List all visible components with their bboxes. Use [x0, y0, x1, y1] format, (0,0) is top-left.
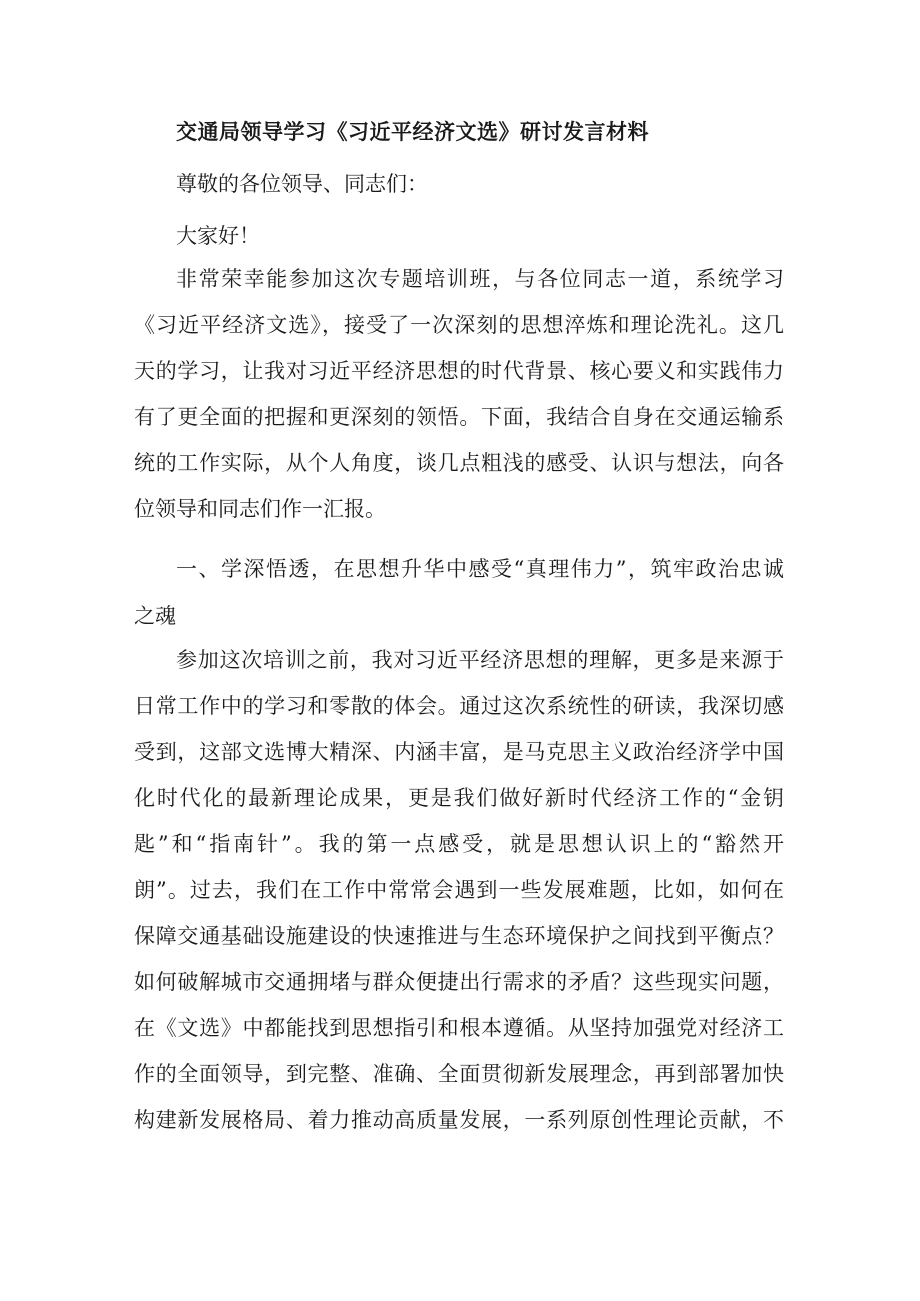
paragraph-line: 参加这次培训之前，我对习近平经济思想的理解，更多是来源于	[176, 648, 784, 672]
paragraph-line: 朗”。过去，我们在工作中常常会遇到一些发展难题，比如，如何在	[134, 878, 784, 902]
paragraph-line: 非常荣幸能参加这次专题培训班，与各位同志一道，系统学习	[176, 267, 784, 291]
paragraph-line: 日常工作中的学习和零散的体会。通过这次系统性的研读，我深切感	[134, 694, 784, 718]
paragraph-line: 如何破解城市交通拥堵与群众便捷出行需求的矛盾？这些现实问题，	[134, 970, 784, 994]
greeting: 大家好！	[176, 224, 260, 248]
paragraph-line: 匙”和“指南针”。我的第一点感受，就是思想认识上的“豁然开	[134, 832, 784, 856]
paragraph-line: 有了更全面的把握和更深刻的领悟。下面，我结合自身在交通运输系	[134, 405, 784, 429]
paragraph-line: 作的全面领导，到完整、准确、全面贯彻新发展理念，再到部署加快	[134, 1062, 784, 1086]
section-heading-line: 之魂	[134, 604, 176, 628]
salutation: 尊敬的各位领导、同志们：	[176, 172, 428, 196]
paragraph-line: 构建新发展格局、着力推动高质量发展，一系列原创性理论贡献，不	[134, 1108, 784, 1132]
paragraph-line: 天的学习，让我对习近平经济思想的时代背景、核心要义和实践伟力	[134, 359, 784, 383]
section-heading-line: 一、学深悟透，在思想升华中感受“真理伟力”，筑牢政治忠诚	[176, 557, 784, 581]
paragraph-line: 在《文选》中都能找到思想指引和根本遵循。从坚持加强党对经济工	[134, 1016, 784, 1040]
paragraph-line: 位领导和同志们作一汇报。	[134, 497, 386, 521]
paragraph-line: 《习近平经济文选》，接受了一次深刻的思想淬炼和理论洗礼。这几	[134, 313, 784, 337]
paragraph-line: 统的工作实际，从个人角度，谈几点粗浅的感受、认识与想法，向各	[134, 451, 784, 475]
paragraph-line: 化时代化的最新理论成果，更是我们做好新时代经济工作的“金钥	[134, 786, 784, 810]
paragraph-line: 保障交通基础设施建设的快速推进与生态环境保护之间找到平衡点？	[134, 924, 784, 948]
paragraph-line: 受到，这部文选博大精深、内涵丰富，是马克思主义政治经济学中国	[134, 740, 784, 764]
document-title: 交通局领导学习《习近平经济文选》研讨发言材料	[176, 119, 649, 144]
